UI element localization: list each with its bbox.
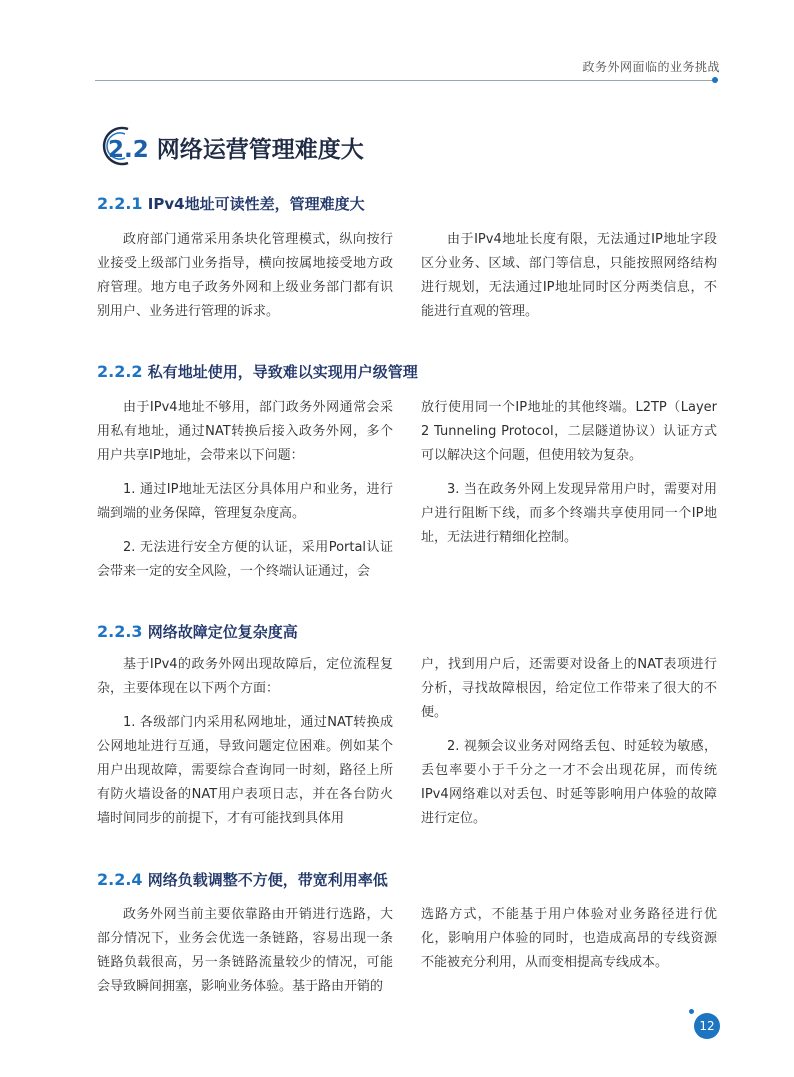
section-title (108, 131, 364, 164)
paragraph: 放行使用同一个IP地址的其他终端。L2TP（Layer 2 Tunneling Protocol，二层隧道协议）认证方式可以解决这个问题，但使用较为复杂。 (421, 400, 717, 463)
subsection-number: 2.2.3 (97, 622, 143, 641)
paragraph: 2. 视频会议业务对网络丢包、时延较为敏感，丢包率要小于千分之一才不会出现花屏，而传统IPv4网络难以对丢包、时延等影响用户体验的故障进行定位。 (421, 739, 717, 826)
subsection-number: 2.2.2 (97, 362, 143, 381)
subsection-title: IPv4地址可读性差，管理难度大 (147, 195, 365, 213)
paragraph: 户，找到用户后，还需要对设备上的NAT表项进行分析，寻找故障根因，给定位工作带来了很大的不便。 (421, 657, 717, 720)
paragraph: 由于IPv4地址不够用，部门政务外网通常会采用私有地址，通过NAT转换后接入政务外网，多个用户共享IP地址，会带来以下问题： (97, 400, 393, 463)
paragraph: 政务外网当前主要依靠路由开销进行选路，大部分情况下，业务会优选一条链路，容易出现一条链路负载很高，另一条链路流量较少的情况，可能会导致瞬间拥塞，影响业务体验。基于路由开销的 (97, 907, 393, 994)
subsection-number: 2.2.1 (97, 194, 143, 213)
column-right (421, 228, 717, 324)
subsection-title: 私有地址使用，导致难以实现用户级管理 (147, 363, 418, 381)
section-number: 2.2 (108, 137, 149, 163)
subsection-heading (97, 361, 418, 382)
paragraph: 由于IPv4地址长度有限，无法通过IP地址字段区分业务、区域、部门等信息，只能按照网络结构进行规划，无法通过IP地址同时区分两类信息，不能进行直观的管理。 (421, 232, 717, 319)
paragraph: 政府部门通常采用条块化管理模式，纵向按行业接受上级部门业务指导，横向按属地接受地方政府管理。地方电子政务外网和上级业务部门都有识别用户、业务进行管理的诉求。 (97, 232, 393, 319)
paragraph: 选路方式，不能基于用户体验对业务路径进行优化，影响用户体验的同时，也造成高昂的专线资源不能被充分利用，从而变相提高专线成本。 (421, 907, 717, 970)
running-header: 政务外网面临的业务挑战 (582, 60, 720, 74)
column-right (421, 903, 717, 975)
paragraph: 3. 当在政务外网上发现异常用户时，需要对用户进行阻断下线，而多个终端共享使用同一个IP地址，无法进行精细化控制。 (421, 482, 717, 545)
paragraph: 2. 无法进行安全方便的认证，采用Portal认证会带来一定的安全风险，一个终端认证通过，会 (97, 540, 393, 579)
page-dot-icon (689, 1009, 694, 1014)
column-right (421, 653, 717, 831)
column-left (97, 653, 393, 831)
subsection-title: 网络故障定位复杂度高 (147, 623, 298, 641)
subsection-title: 网络负载调整不方便，带宽利用率低 (147, 871, 388, 889)
column-left (97, 396, 393, 584)
subsection-heading (97, 869, 388, 890)
column-right (421, 396, 717, 550)
column-left (97, 903, 393, 999)
paragraph: 1. 通过IP地址无法区分具体用户和业务，进行端到端的业务保障，管理复杂度高。 (97, 482, 393, 521)
header-dot-icon (712, 77, 718, 83)
column-left (97, 228, 393, 324)
subsection-number: 2.2.4 (97, 870, 143, 889)
page-number: 12 (694, 1013, 720, 1039)
subsection-heading (97, 193, 365, 214)
header-divider (95, 80, 715, 81)
paragraph: 1. 各级部门内采用私网地址，通过NAT转换成公网地址进行互通，导致问题定位困难。例如某个用户出现故障，需要综合查询同一时刻，路径上所有防火墙设备的NAT用户表项日志，并在各台防火墙时间同步的前提下，才有可能找到具体用 (97, 715, 393, 826)
paragraph: 基于IPv4的政务外网出现故障后，定位流程复杂，主要体现在以下两个方面： (97, 657, 393, 696)
subsection-heading (97, 621, 298, 642)
section-title-text: 网络运营管理难度大 (156, 137, 364, 163)
